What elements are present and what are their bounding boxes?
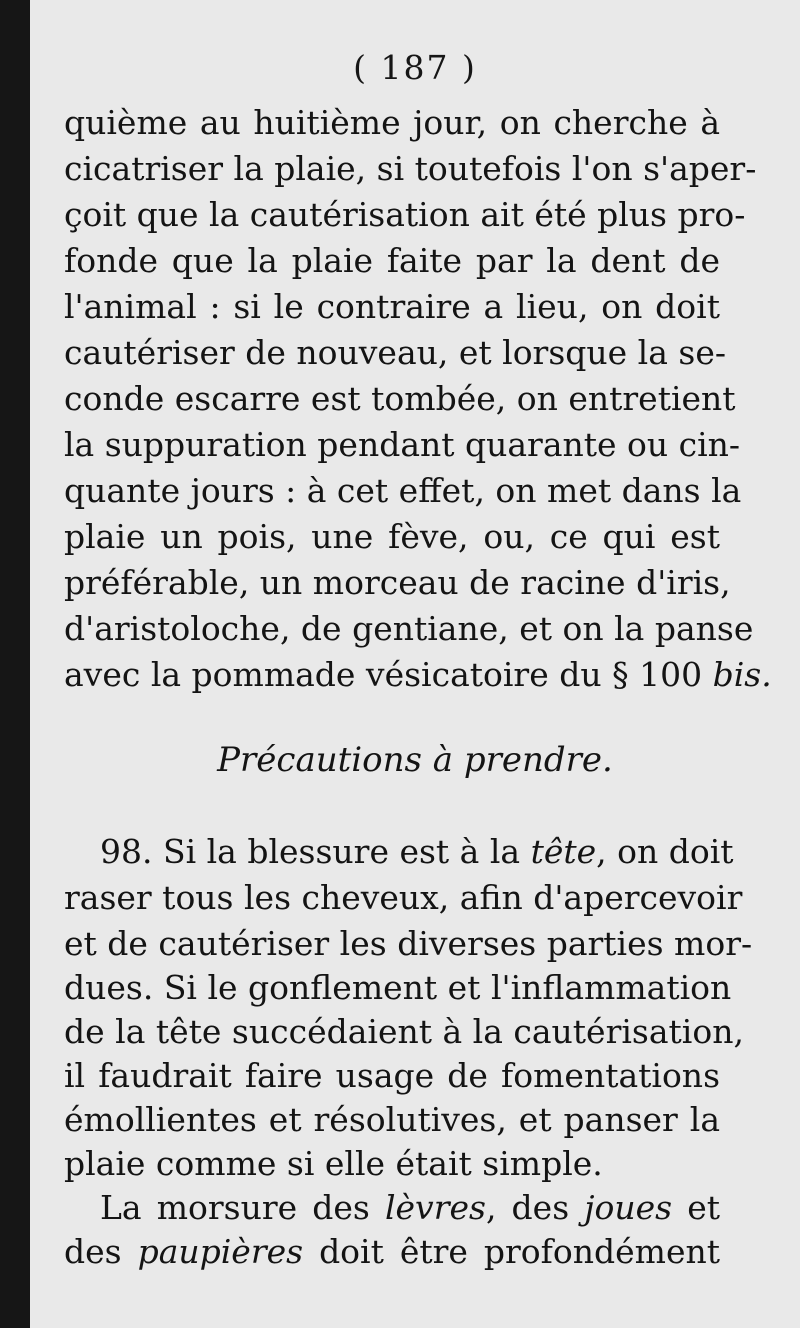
text-line: la suppuration pendant quarante ou cin- [64,425,741,464]
text-segment: La morsure des [100,1188,370,1227]
italic-text: lèvres [384,1188,486,1227]
text-segment: doit être profondément [319,1232,720,1271]
text-segment: des [64,1232,122,1271]
text-line: de la tête succédaient à la cautérisation, [64,1012,744,1051]
text-line: émollientes et résolutives, et panser la [64,1100,720,1139]
page-shadow-edge [0,0,32,1328]
page-number: ( 187 ) [353,48,477,87]
italic-text: bis. [712,655,772,694]
paper-sheet [30,0,800,1328]
text-line: çoit que la cautérisation ait été plus pro- [64,195,746,234]
text-line: fonde que la plaie faite par la dent de [64,241,720,280]
text-segment: , on doit [596,832,734,871]
text-line [64,653,772,697]
text-segment: avec la pommade vésicatoire du § 100 [64,655,703,694]
text-line: plaie un pois, une fève, ou, ce qui est [64,517,720,556]
text-line: raser tous les cheveux, afin d'apercevoir [64,878,743,917]
text-line: et de cautériser les diverses parties mor- [64,924,753,963]
text-line: plaie comme si elle était simple. [64,1144,603,1183]
italic-text: paupières [137,1232,304,1271]
text-line: quième au huitième jour, on cherche à [64,103,720,142]
text-line: d'aristoloche, de gentiane, et on la panse [64,609,754,648]
italic-text: tête [530,832,597,871]
text-line: cicatriser la plaie, si toutefois l'on s'aper- [64,149,757,188]
text-line [64,830,734,874]
text-segment: , des [485,1188,570,1227]
text-line: quante jours : à cet effet, on met dans la [64,471,742,510]
text-line [64,1186,720,1230]
section-heading: Précautions à prendre. [217,740,613,780]
text-line: dues. Si le gonflement et l'inflammation [64,968,732,1007]
text-line: il faudrait faire usage de fomentations [64,1056,720,1095]
text-line: conde escarre est tombée, on entretient [64,379,736,418]
text-line: l'animal : si le contraire a lieu, on doit [64,287,720,326]
text-segment: et [687,1188,721,1227]
text-segment: 98. Si la blessure est à la [100,832,521,871]
text-line [64,1230,720,1274]
text-line: préférable, un morceau de racine d'iris, [64,563,731,602]
text-line: cautériser de nouveau, et lorsque la se- [64,333,726,372]
italic-text: joues [584,1188,673,1227]
